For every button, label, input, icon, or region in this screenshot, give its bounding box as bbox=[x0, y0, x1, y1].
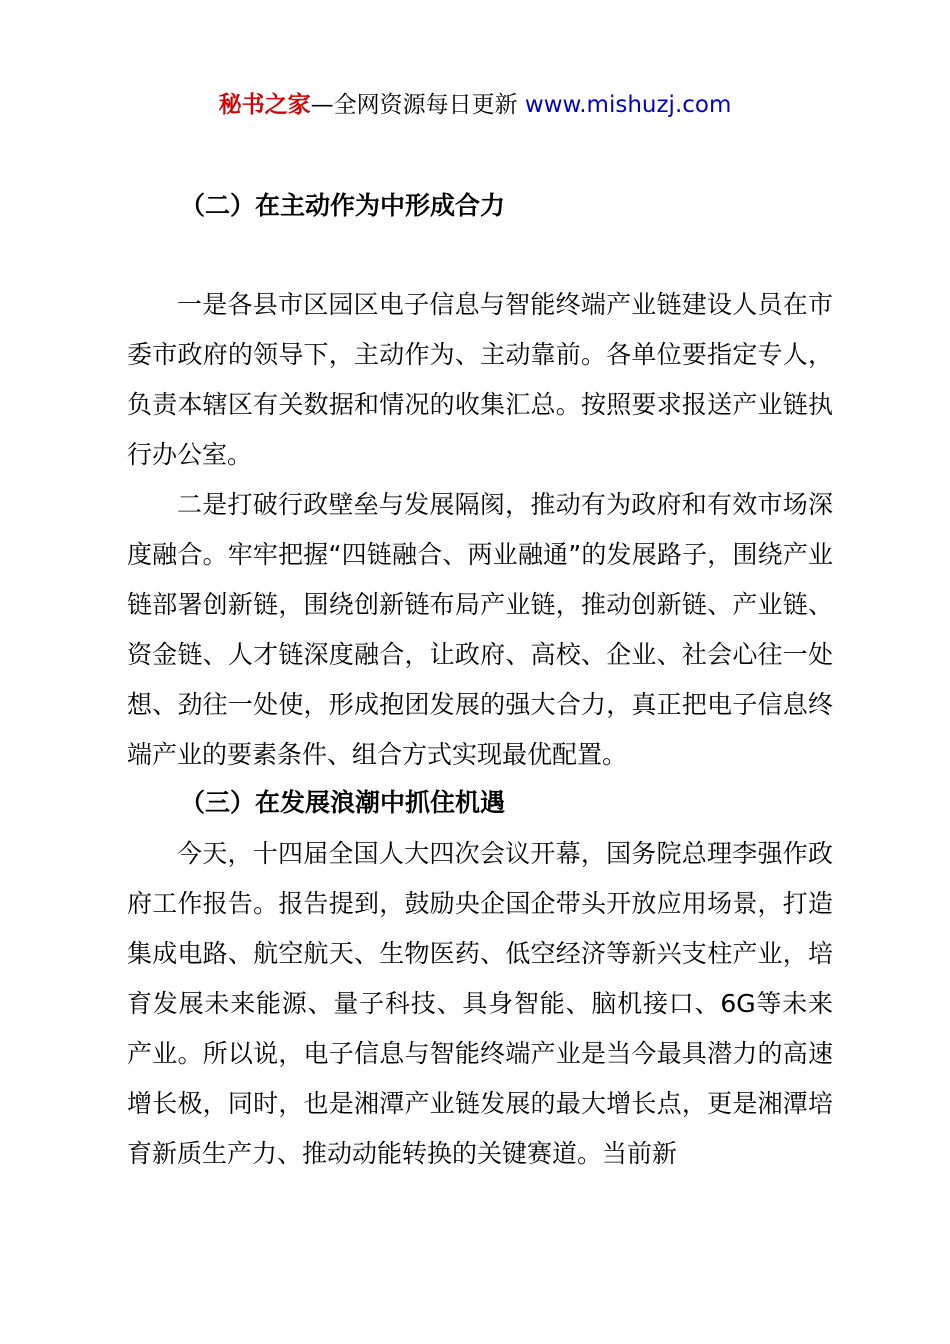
header-tagline: —全网资源每日更新 bbox=[310, 92, 518, 118]
section-heading-3: （三）在发展浪潮中抓住机遇 bbox=[180, 788, 506, 817]
section-heading-2: （二）在主动作为中形成合力 bbox=[180, 191, 506, 220]
page-header bbox=[0, 88, 950, 122]
paragraph-2: 二是打破行政壁垒与发展隔阂，推动有为政府和有效市场深度融合。牢牢把握“四链融合、两业融通”的发展路子，围绕产业链部署创新链，围绕创新链布局产业链，推动创新链、产业链、资金链、人才链深度融合，让政府、高校、企业、社会心往一处想、劲往一处使，形成抱团发展的强大合力，真正把电子信息终端产业的要素条件、组合方式实现最优配置。 bbox=[127, 490, 833, 769]
paragraph-3: 今天，十四届全国人大四次会议开幕，国务院总理李强作政府工作报告。报告提到，鼓励央企国企带头开放应用场景，打造集成电路、航空航天、生物医药、低空经济等新兴支柱产业，培育发展未来能源、量子科技、具身智能、脑机接口、6G等未来产业。所以说，电子信息与智能终端产业是当今最具潜力的高速增长极，同时，也是湘潭产业链发展的最大增长点，更是湘潭培育新质生产力、推动动能转换的关键赛道。当前新 bbox=[127, 839, 833, 1168]
paragraph-1: 一是各县市区园区电子信息与智能终端产业链建设人员在市委市政府的领导下，主动作为、主动靠前。各单位要指定专人，负责本辖区有关数据和情况的收集汇总。按照要求报送产业链执行办公室。 bbox=[127, 290, 833, 469]
brand-name: 秘书之家 bbox=[218, 92, 311, 118]
website-link[interactable]: www.mishuzj.com bbox=[524, 92, 732, 118]
